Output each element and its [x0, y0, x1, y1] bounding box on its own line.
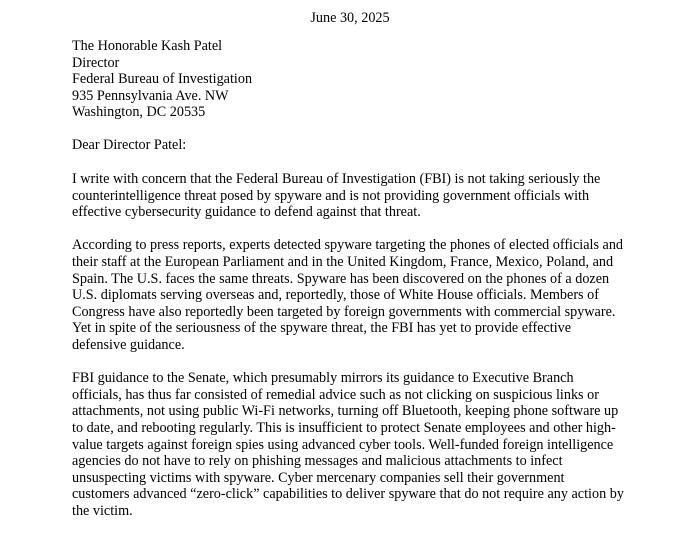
paragraph-line: to date, and rebooting regularly. This is insufficient to protect Senate employees and other high-	[72, 419, 616, 436]
paragraph-1	[72, 171, 638, 221]
recipient-address-block	[72, 38, 252, 121]
paragraph-line: FBI guidance to the Senate, which presumably mirrors its guidance to Executive Branch	[72, 370, 574, 387]
recipient-name: The Honorable Kash Patel	[72, 38, 223, 54]
letter-body	[72, 171, 638, 536]
paragraph-line: customers advanced “zero-click” capabilities to deliver spyware that do not require any action by	[72, 486, 624, 503]
recipient-title: Director	[72, 54, 120, 71]
paragraph-line: Congress have also reportedly been targeted by foreign governments with commercial spyware.	[72, 303, 616, 320]
recipient-street: 935 Pennsylvania Ave. NW	[72, 87, 229, 104]
recipient-city: Washington, DC 20535	[72, 104, 206, 121]
paragraph-3	[72, 370, 638, 519]
paragraph-line: unsuspecting victims with spyware. Cyber mercenary companies sell their government	[72, 469, 565, 486]
paragraph-line: their staff at the European Parliament and in the United Kingdom, France, Mexico, Poland, and	[72, 253, 614, 270]
paragraph-line: officials, has thus far consisted of remedial advice such as not clicking on suspicious links or	[72, 386, 599, 403]
paragraph-line: counterintelligence threat posed by spyware and is not providing government officials with	[72, 187, 590, 204]
paragraph-line: the victim.	[72, 502, 133, 519]
paragraph-line: Yet in spite of the seriousness of the spyware threat, the FBI has yet to provide effective	[72, 320, 572, 337]
salutation: Dear Director Patel:	[72, 137, 187, 153]
paragraph-2	[72, 237, 638, 353]
paragraph-line: defensive guidance.	[72, 336, 185, 353]
paragraph-line: Spain. The U.S. faces the same threats. Spyware has been discovered on the phones of a dozen	[72, 270, 610, 287]
paragraph-line: effective cybersecurity guidance to defend against that threat.	[72, 204, 421, 221]
paragraph-line: I write with concern that the Federal Bureau of Investigation (FBI) is not taking seriously the	[72, 171, 601, 187]
paragraph-line: U.S. diplomats serving overseas and, reportedly, those of White House officials. Members of	[72, 287, 599, 304]
paragraph-line: attachments, not using public Wi-Fi networks, turning off Bluetooth, keeping phone software up	[72, 403, 619, 420]
paragraph-line: According to press reports, experts detected spyware targeting the phones of elected officials and	[72, 237, 624, 254]
recipient-organization: Federal Bureau of Investigation	[72, 71, 253, 88]
document-stamp	[40, 0, 81, 1]
letter-date: June 30, 2025	[310, 10, 390, 26]
paragraph-line: value targets against foreign spies using advanced cyber tools. Well-funded foreign intelligence	[72, 436, 614, 453]
paragraph-line: agencies do not have to rely on phishing messages and malicious attachments to infect	[72, 453, 563, 470]
